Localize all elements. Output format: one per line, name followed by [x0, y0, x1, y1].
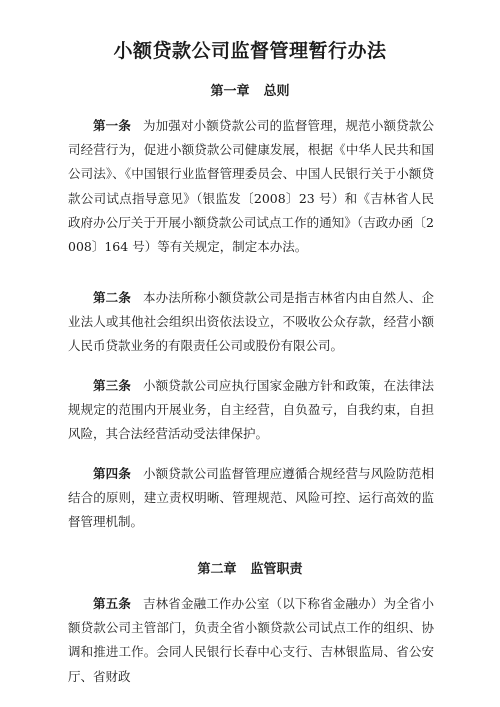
chapter-number: 第一章: [210, 84, 250, 99]
article-5: [68, 592, 434, 689]
article-text: 为加强对小额贷款公司的监督管理，规范小额贷款公司经营行为，促进小额贷款公司健康发展，根据《中华人民共和国公司法》、《中国银行业监督管理委员会、中国人民银行关于小额贷款公司试点指导意见》（银监发〔2008〕23 号）和《吉林省人民政府办公厅关于开展小额贷款公司试点工作的通知》（吉政办函〔2008〕164 号）等有关规定，制定本办法。: [68, 118, 434, 255]
article-2: [68, 286, 434, 359]
article-1: [68, 114, 434, 259]
article-number: 第三条: [93, 378, 131, 393]
article-number: 第一条: [93, 118, 131, 133]
chapter-number: 第二章: [197, 562, 237, 577]
document-title: 小额贷款公司监督管理暂行办法: [113, 40, 387, 62]
chapter-heading-2: [0, 558, 500, 577]
article-text: 小额贷款公司监督管理应遵循合规经营与风险防范相结合的原则，建立责权明晰、管理规范、风险可控、运行高效的监督管理机制。: [68, 466, 434, 530]
article-text: 吉林省金融工作办公室（以下称省金融办）为全省小额贷款公司主管部门，负责全省小额贷款公司试点工作的组织、协调和推进工作。会同人民银行长春中心支行、吉林银监局、省公安厅、省财政: [68, 596, 434, 684]
article-number: 第五条: [93, 596, 131, 611]
chapter-name: 监管职责: [250, 562, 303, 577]
article-number: 第二条: [93, 290, 131, 305]
chapter-name: 总则: [263, 84, 290, 99]
article-4: [68, 462, 434, 535]
article-3: [68, 374, 434, 447]
article-number: 第四条: [93, 466, 131, 481]
article-text: 本办法所称小额贷款公司是指吉林省内由自然人、企业法人或其他社会组织出资依法设立，不吸收公众存款，经营小额人民币贷款业务的有限责任公司或股份有限公司。: [68, 290, 434, 354]
article-text: 小额贷款公司应执行国家金融方针和政策，在法律法规规定的范围内开展业务，自主经营，自负盈亏，自我约束，自担风险，其合法经营活动受法律保护。: [68, 378, 434, 442]
chapter-heading-1: [0, 80, 500, 99]
